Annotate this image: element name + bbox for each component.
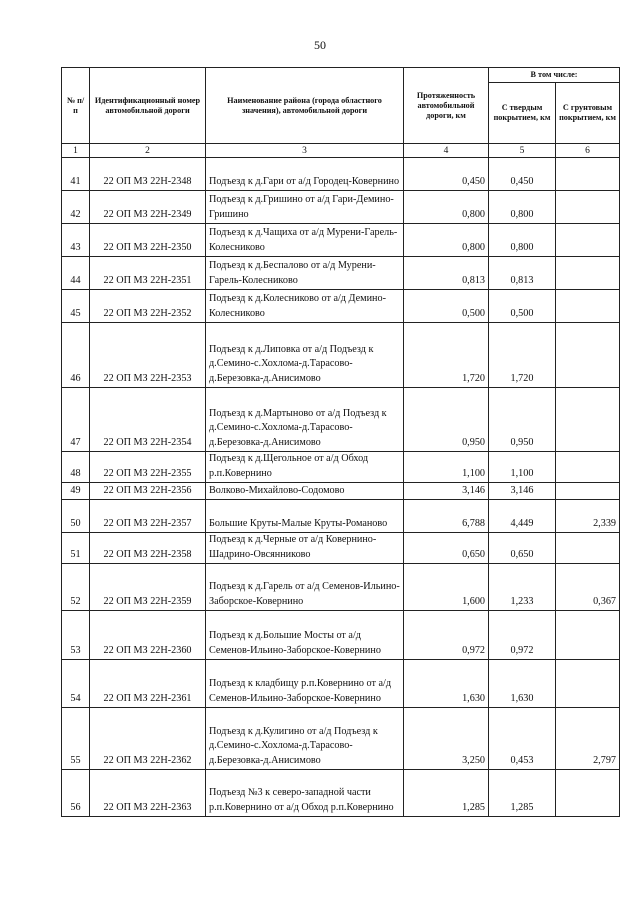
hard-surface-length: 3,146 bbox=[489, 483, 556, 500]
soil-surface-length: 2,339 bbox=[556, 500, 620, 533]
row-number: 47 bbox=[62, 388, 90, 452]
column-number: 3 bbox=[206, 144, 404, 158]
table-row bbox=[62, 224, 620, 257]
road-name: Подъезд к д.Кулигино от а/д Подъезд к д.Семино-с.Хохлома-д.Тарасово-д.Березовка-д.Анисимово bbox=[206, 708, 404, 770]
road-length: 0,800 bbox=[404, 224, 489, 257]
table-row bbox=[62, 483, 620, 500]
table-row bbox=[62, 533, 620, 564]
road-id: 22 ОП МЗ 22Н-2357 bbox=[90, 500, 206, 533]
row-number: 49 bbox=[62, 483, 90, 500]
hard-surface-length: 1,720 bbox=[489, 323, 556, 388]
row-number: 43 bbox=[62, 224, 90, 257]
road-name: Подъезд к д.Гари от а/д Городец-Ковернино bbox=[206, 158, 404, 191]
road-name: Подъезд к д.Беспалово от а/д Мурени-Гарель-Колесниково bbox=[206, 257, 404, 290]
table-row bbox=[62, 564, 620, 611]
header-num: № п/п bbox=[62, 68, 90, 144]
row-number: 42 bbox=[62, 191, 90, 224]
road-length: 3,146 bbox=[404, 483, 489, 500]
road-name: Подъезд к д.Колесниково от а/д Демино-Колесниково bbox=[206, 290, 404, 323]
road-length: 0,450 bbox=[404, 158, 489, 191]
hard-surface-length: 0,500 bbox=[489, 290, 556, 323]
soil-surface-length: 0,367 bbox=[556, 564, 620, 611]
row-number: 51 bbox=[62, 533, 90, 564]
hard-surface-length: 0,813 bbox=[489, 257, 556, 290]
row-number: 48 bbox=[62, 452, 90, 483]
row-number: 55 bbox=[62, 708, 90, 770]
hard-surface-length: 0,453 bbox=[489, 708, 556, 770]
table-row bbox=[62, 708, 620, 770]
hard-surface-length: 0,450 bbox=[489, 158, 556, 191]
road-id: 22 ОП МЗ 22Н-2354 bbox=[90, 388, 206, 452]
road-length: 6,788 bbox=[404, 500, 489, 533]
road-id: 22 ОП МЗ 22Н-2353 bbox=[90, 323, 206, 388]
road-id: 22 ОП МЗ 22Н-2362 bbox=[90, 708, 206, 770]
road-name: Волково-Михайлово-Содомово bbox=[206, 483, 404, 500]
road-name: Большие Круты-Малые Круты-Романово bbox=[206, 500, 404, 533]
road-id: 22 ОП МЗ 22Н-2349 bbox=[90, 191, 206, 224]
road-id: 22 ОП МЗ 22Н-2351 bbox=[90, 257, 206, 290]
road-name: Подъезд к кладбищу р.п.Ковернино от а/д Семенов-Ильино-Заборское-Ковернино bbox=[206, 660, 404, 708]
header-road-id: Идентификационный номер автомобильной дороги bbox=[90, 68, 206, 144]
soil-surface-length bbox=[556, 290, 620, 323]
soil-surface-length bbox=[556, 611, 620, 660]
road-name: Подъезд к д.Липовка от а/д Подъезд к д.Семино-с.Хохлома-д.Тарасово-д.Березовка-д.Анисимово bbox=[206, 323, 404, 388]
road-length: 1,100 bbox=[404, 452, 489, 483]
hard-surface-length: 1,630 bbox=[489, 660, 556, 708]
table-row bbox=[62, 323, 620, 388]
road-length: 1,720 bbox=[404, 323, 489, 388]
road-length: 0,950 bbox=[404, 388, 489, 452]
road-id: 22 ОП МЗ 22Н-2360 bbox=[90, 611, 206, 660]
road-name: Подъезд к д.Гришино от а/д Гари-Демино-Гришино bbox=[206, 191, 404, 224]
road-length: 0,800 bbox=[404, 191, 489, 224]
road-id: 22 ОП МЗ 22Н-2352 bbox=[90, 290, 206, 323]
row-number: 56 bbox=[62, 770, 90, 817]
soil-surface-length bbox=[556, 770, 620, 817]
table-row bbox=[62, 257, 620, 290]
hard-surface-length: 4,449 bbox=[489, 500, 556, 533]
soil-surface-length bbox=[556, 323, 620, 388]
table-row bbox=[62, 388, 620, 452]
hard-surface-length: 1,285 bbox=[489, 770, 556, 817]
hard-surface-length: 0,950 bbox=[489, 388, 556, 452]
road-id: 22 ОП МЗ 22Н-2363 bbox=[90, 770, 206, 817]
row-number: 44 bbox=[62, 257, 90, 290]
road-id: 22 ОП МЗ 22Н-2348 bbox=[90, 158, 206, 191]
table-row bbox=[62, 660, 620, 708]
header-length: Протяженность автомобильной дороги, км bbox=[404, 68, 489, 144]
header-soil-surface: С грунтовым покрытием, км bbox=[556, 83, 620, 144]
soil-surface-length bbox=[556, 191, 620, 224]
road-length: 1,600 bbox=[404, 564, 489, 611]
row-number: 41 bbox=[62, 158, 90, 191]
soil-surface-length bbox=[556, 257, 620, 290]
roads-table bbox=[61, 67, 620, 817]
soil-surface-length: 2,797 bbox=[556, 708, 620, 770]
road-length: 3,250 bbox=[404, 708, 489, 770]
road-id: 22 ОП МЗ 22Н-2350 bbox=[90, 224, 206, 257]
hard-surface-length: 0,800 bbox=[489, 224, 556, 257]
row-number: 52 bbox=[62, 564, 90, 611]
soil-surface-length bbox=[556, 533, 620, 564]
hard-surface-length: 1,233 bbox=[489, 564, 556, 611]
hard-surface-length: 0,650 bbox=[489, 533, 556, 564]
row-number: 53 bbox=[62, 611, 90, 660]
row-number: 46 bbox=[62, 323, 90, 388]
road-id: 22 ОП МЗ 22Н-2356 bbox=[90, 483, 206, 500]
table-row bbox=[62, 290, 620, 323]
table-row bbox=[62, 770, 620, 817]
soil-surface-length bbox=[556, 660, 620, 708]
soil-surface-length bbox=[556, 388, 620, 452]
page-number: 50 bbox=[314, 38, 326, 52]
table-row bbox=[62, 500, 620, 533]
header-hard-surface: С твердым покрытием, км bbox=[489, 83, 556, 144]
column-number: 1 bbox=[62, 144, 90, 158]
column-number: 6 bbox=[556, 144, 620, 158]
row-number: 50 bbox=[62, 500, 90, 533]
road-name: Подъезд к д.Гарель от а/д Семенов-Ильино-Заборское-Ковернино bbox=[206, 564, 404, 611]
road-length: 1,285 bbox=[404, 770, 489, 817]
road-name: Подъезд к д.Черные от а/д Ковернино-Шадрино-Овсянниково bbox=[206, 533, 404, 564]
hard-surface-length: 1,100 bbox=[489, 452, 556, 483]
header-including: В том числе: bbox=[489, 68, 620, 83]
road-name: Подъезд №3 к северо-западной части р.п.Ковернино от а/д Обход р.п.Ковернино bbox=[206, 770, 404, 817]
road-length: 1,630 bbox=[404, 660, 489, 708]
road-id: 22 ОП МЗ 22Н-2361 bbox=[90, 660, 206, 708]
table-row bbox=[62, 452, 620, 483]
table-row bbox=[62, 611, 620, 660]
soil-surface-length bbox=[556, 483, 620, 500]
table-row bbox=[62, 158, 620, 191]
row-number: 54 bbox=[62, 660, 90, 708]
road-length: 0,813 bbox=[404, 257, 489, 290]
row-number: 45 bbox=[62, 290, 90, 323]
header-road-name: Наименование района (города областного значения), автомобильной дороги bbox=[206, 68, 404, 144]
road-length: 0,650 bbox=[404, 533, 489, 564]
soil-surface-length bbox=[556, 224, 620, 257]
column-number: 2 bbox=[90, 144, 206, 158]
soil-surface-length bbox=[556, 452, 620, 483]
road-name: Подъезд к д.Большие Мосты от а/д Семенов-Ильино-Заборское-Ковернино bbox=[206, 611, 404, 660]
hard-surface-length: 0,972 bbox=[489, 611, 556, 660]
soil-surface-length bbox=[556, 158, 620, 191]
road-length: 0,500 bbox=[404, 290, 489, 323]
road-length: 0,972 bbox=[404, 611, 489, 660]
road-id: 22 ОП МЗ 22Н-2355 bbox=[90, 452, 206, 483]
hard-surface-length: 0,800 bbox=[489, 191, 556, 224]
road-name: Подъезд к д.Мартыново от а/д Подъезд к д.Семино-с.Хохлома-д.Тарасово-д.Березовка-д.Анисимово bbox=[206, 388, 404, 452]
roads-table-body bbox=[62, 158, 620, 817]
table-row bbox=[62, 191, 620, 224]
road-id: 22 ОП МЗ 22Н-2358 bbox=[90, 533, 206, 564]
column-number: 4 bbox=[404, 144, 489, 158]
road-name: Подъезд к д.Щегольное от а/д Обход р.п.Ковернино bbox=[206, 452, 404, 483]
road-name: Подъезд к д.Чащиха от а/д Мурени-Гарель-Колесниково bbox=[206, 224, 404, 257]
road-id: 22 ОП МЗ 22Н-2359 bbox=[90, 564, 206, 611]
column-number: 5 bbox=[489, 144, 556, 158]
